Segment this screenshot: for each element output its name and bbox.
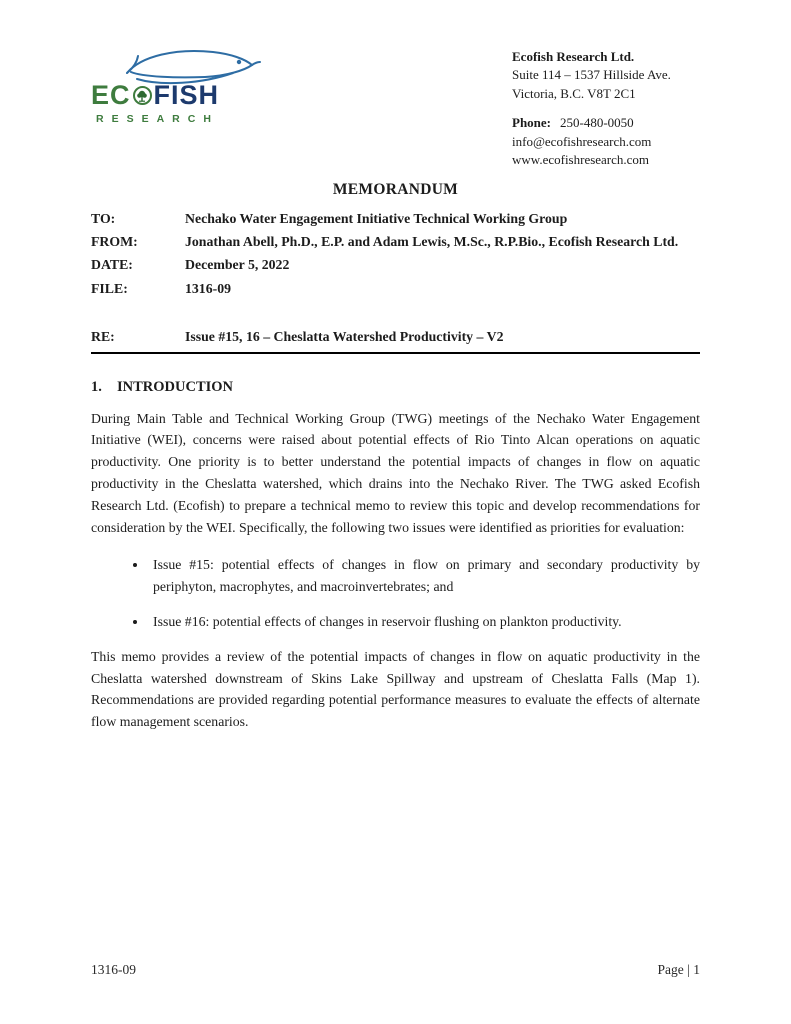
intro-paragraph-1: During Main Table and Technical Working Group (TWG) meetings of the Nechako Water Engagement Initiative (WEI), concerns were raised about potential effects of Rio Tinto Alcan operations on aquatic productivity. One priority is to better understand the potential impacts of changes in flow on aquatic productivity in the Cheslatta watershed, which drains into the Nechako River. The TWG asked Ecofish Research Ltd. (Ecofish) to prepare a technical memo to review this topic and develop recommendations for consideration by the WEI. Specifically, the following two issues were identified as priorities for evaluation: (91, 410, 700, 535)
field-re-label: RE: (91, 329, 115, 345)
phone-number: 250-480-0050 (560, 115, 634, 131)
memo-title: MEMORANDUM (332, 180, 459, 198)
issues-list (91, 554, 700, 632)
logo-eco-text: EC (91, 80, 131, 110)
field-file-value: 1316-09 (185, 280, 231, 296)
memo-fields (91, 208, 700, 300)
field-re (91, 326, 700, 353)
field-date-value: December 5, 2022 (185, 257, 290, 273)
fish-eye (237, 60, 241, 64)
company-name: Ecofish Research Ltd. (512, 49, 635, 64)
field-file (91, 278, 700, 299)
field-date-label: DATE: (91, 257, 133, 273)
section-1-number: 1. (91, 378, 102, 395)
list-item-issue-15: • Issue #15: potential effects of changes in flow on primary and secondary productivity by periphyton, macrophytes, and macroinvertebrates; and (148, 554, 700, 598)
section-1-title: INTRODUCTION (117, 378, 234, 395)
logo-fish-text: FISH (153, 80, 220, 110)
section-1-heading (91, 379, 700, 396)
footer-file-number: 1316-09 (91, 962, 136, 977)
list-item-issue-16: • Issue #16: potential effects of changes in reservoir flushing on plankton productivity. (148, 611, 700, 633)
address-line-1: Suite 114 – 1537 Hillside Ave. (512, 67, 671, 83)
address-line-2: Victoria, B.C. V8T 2C1 (512, 85, 636, 101)
intro-paragraph-2: This memo provides a review of the potential impacts of changes in flow on aquatic productivity in the Cheslatta watershed downstream of Skins Lake Spillway and upstream of Cheslatta Falls (Map 1). Recommendations are provided regarding potential performance measures to evaluate the effects of alternate flow management scenarios. (91, 648, 700, 730)
phone-label: Phone: (512, 115, 551, 131)
field-from-label: FROM: (91, 234, 138, 250)
phone-row (512, 114, 700, 132)
field-date (91, 254, 700, 275)
field-re-value: Issue #15, 16 – Cheslatta Watershed Productivity – V2 (185, 329, 504, 345)
tree-icon (133, 86, 152, 105)
field-to-value: Nechako Water Engagement Initiative Technical Working Group (185, 210, 568, 226)
footer-page-number: Page | 1 (657, 962, 700, 977)
logo-wordmark (91, 82, 321, 109)
field-to-label: TO: (91, 210, 116, 226)
field-file-label: FILE: (91, 280, 128, 296)
website-url: www.ecofishresearch.com (512, 152, 650, 168)
field-to (91, 208, 700, 229)
logo-research-text: RESEARCH (96, 113, 219, 125)
field-from-value: Jonathan Abell, Ph.D., E.P. and Adam Lewis, M.Sc., R.P.Bio., Ecofish Research Ltd. (185, 234, 679, 250)
contact-block (512, 46, 700, 170)
ecofish-logo (91, 46, 321, 125)
letterhead (91, 46, 700, 170)
email-address: info@ecofishresearch.com (512, 133, 652, 149)
field-from (91, 231, 700, 252)
page-footer (91, 962, 700, 978)
